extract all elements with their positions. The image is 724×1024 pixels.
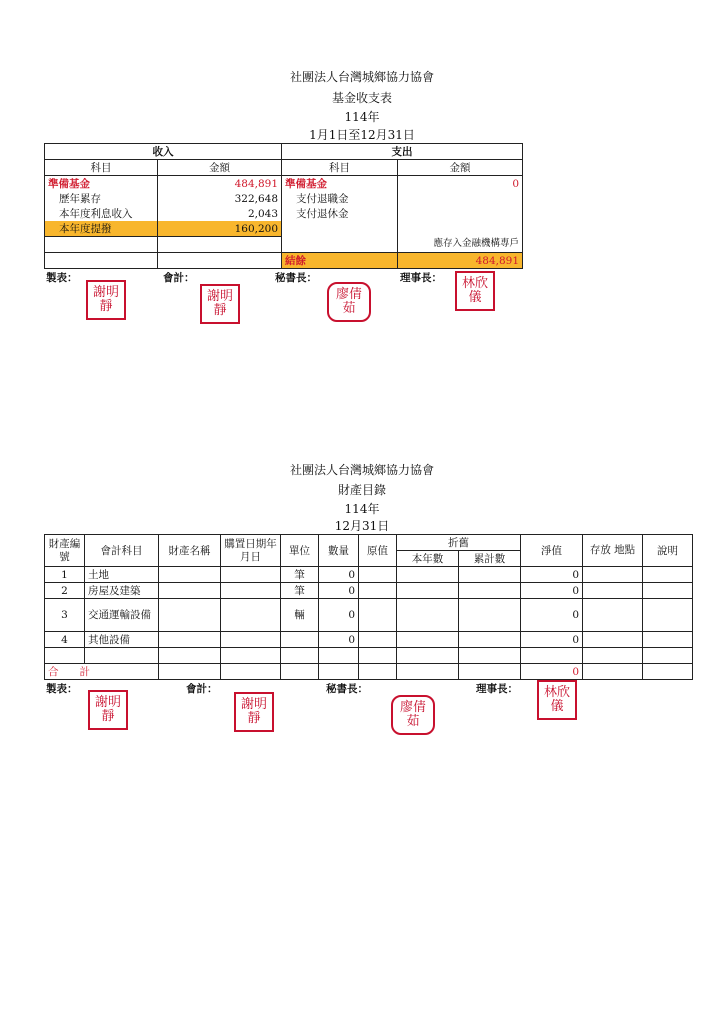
expense-col-amount: 金額 [398, 160, 523, 176]
col-note: 說明 [643, 535, 693, 567]
row-net: 0 [521, 567, 583, 583]
col-account: 會計科目 [85, 535, 159, 567]
expense-header: 支出 [282, 144, 523, 160]
assets-sign-accounting: 會計： [186, 683, 218, 695]
assets-sign-maker: 製表： [46, 683, 78, 695]
income-amount: 322,648 [158, 191, 282, 206]
maker-seal-stamp: 謝明靜 [88, 690, 128, 730]
assets-title: 財產目錄 [337, 483, 386, 497]
expense-label: 支付退職金 [282, 191, 398, 206]
chair-seal-stamp: 林欣儀 [455, 271, 495, 311]
col-purchase-date: 購置日期年月日 [221, 535, 281, 567]
row-no: 2 [45, 583, 85, 599]
income-amount: 484,891 [158, 176, 282, 192]
secretary-seal-stamp: 廖倩茹 [391, 695, 435, 735]
assets-org-title: 社團法人台灣城鄉協力協會 [289, 463, 434, 477]
assets-year: 114年 [344, 502, 380, 516]
assets-sign-chair: 理事長： [476, 683, 518, 695]
assets-sign-secretary: 秘書長： [326, 683, 368, 695]
col-dep-total: 累計數 [459, 551, 521, 567]
expense-amount: 0 [398, 176, 523, 192]
row-account: 交通運輸設備 [85, 599, 159, 632]
assets-date: 12月31日 [334, 519, 390, 533]
maker-seal-stamp: 謝明靜 [86, 280, 126, 320]
col-qty: 數量 [319, 535, 359, 567]
row-account: 土地 [85, 567, 159, 583]
income-empty [158, 237, 282, 253]
income-amount: 160,200 [158, 221, 282, 237]
row-no: 4 [45, 632, 85, 648]
col-depreciation: 折舊 [397, 535, 521, 551]
fund-sign-maker: 製表： [46, 272, 78, 284]
income-col-amount: 金額 [158, 160, 282, 176]
total-net: 0 [521, 664, 583, 680]
chair-seal-stamp: 林欣儀 [537, 680, 577, 720]
row-net: 0 [521, 583, 583, 599]
expense-amount-empty [398, 206, 523, 221]
expense-label: 準備基金 [282, 176, 398, 192]
fund-sign-secretary: 秘書長： [275, 272, 317, 284]
col-cost: 原值 [359, 535, 397, 567]
expense-label: 支付退休金 [282, 206, 398, 221]
accounting-seal-stamp: 謝明靜 [234, 692, 274, 732]
col-unit: 單位 [281, 535, 319, 567]
deposit-note: 應存入金融機構專戶 [398, 237, 523, 253]
col-location: 存放 地點 [583, 535, 643, 567]
table-row [45, 632, 693, 648]
secretary-seal-stamp: 廖倩茹 [327, 282, 371, 322]
total-label: 合 計 [45, 664, 159, 680]
row-unit: 筆 [281, 567, 319, 583]
row-unit: 筆 [281, 583, 319, 599]
expense-empty [282, 237, 398, 253]
fund-period: 1月1日至12月31日 [309, 128, 415, 142]
income-empty [158, 253, 282, 269]
fund-sign-accounting: 會計： [163, 272, 195, 284]
col-net: 淨值 [521, 535, 583, 567]
income-label: 準備基金 [45, 176, 158, 192]
income-amount: 2,043 [158, 206, 282, 221]
total-row [45, 664, 693, 680]
expense-amount-empty [398, 221, 523, 237]
fund-sign-chair: 理事長： [400, 272, 442, 284]
row-net: 0 [521, 632, 583, 648]
income-header: 收入 [45, 144, 282, 160]
balance-amount: 484,891 [398, 253, 523, 269]
table-row [45, 599, 693, 632]
row-qty: 0 [319, 567, 359, 583]
income-col-subject: 科目 [45, 160, 158, 176]
income-empty [45, 253, 158, 269]
table-row-empty [45, 648, 693, 664]
table-row [45, 583, 693, 599]
col-name: 財產名稱 [159, 535, 221, 567]
row-account: 其他設備 [85, 632, 159, 648]
expense-empty [282, 221, 398, 237]
income-label: 本年度提撥 [45, 221, 158, 237]
row-qty: 0 [319, 583, 359, 599]
accounting-seal-stamp: 謝明靜 [200, 284, 240, 324]
row-qty: 0 [319, 599, 359, 632]
row-no: 3 [45, 599, 85, 632]
row-qty: 0 [319, 632, 359, 648]
assets-table [44, 534, 693, 680]
fund-table [44, 143, 523, 269]
row-account: 房屋及建築 [85, 583, 159, 599]
income-label: 歷年累存 [45, 191, 158, 206]
table-row [45, 567, 693, 583]
row-no: 1 [45, 567, 85, 583]
fund-year: 114年 [344, 110, 380, 124]
fund-org-title: 社團法人台灣城鄉協力協會 [289, 70, 434, 84]
col-dep-year: 本年數 [397, 551, 459, 567]
row-unit: 輛 [281, 599, 319, 632]
income-empty [45, 237, 158, 253]
expense-col-subject: 科目 [282, 160, 398, 176]
income-label: 本年度利息收入 [45, 206, 158, 221]
expense-amount-empty [398, 191, 523, 206]
col-asset-id: 財產編號 [45, 535, 85, 567]
balance-label: 結餘 [282, 253, 398, 269]
row-net: 0 [521, 599, 583, 632]
fund-title: 基金收支表 [331, 91, 392, 105]
